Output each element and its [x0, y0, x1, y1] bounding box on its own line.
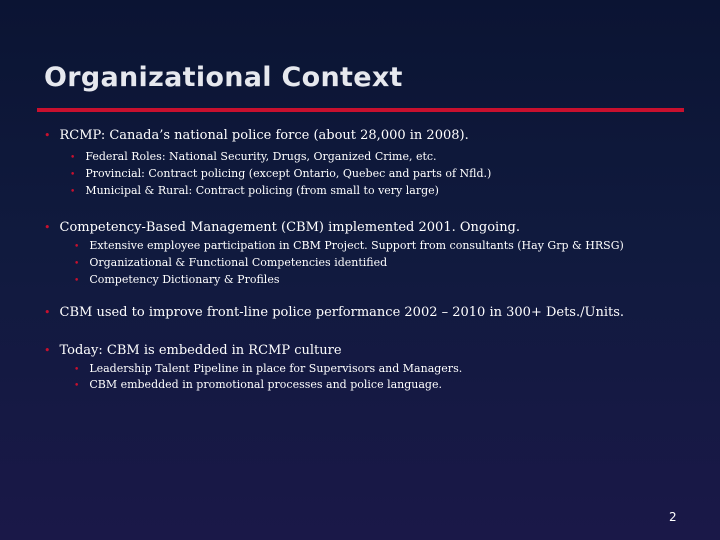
- bullet-4: [44, 343, 342, 358]
- sub-bullet-4-2-text: CBM embedded in promotional processes and police language.: [89, 378, 442, 391]
- sub-bullet-2-1-text: Extensive employee participation in CBM Project. Support from consultants (Hay Grp & HRSG): [89, 239, 624, 252]
- sub-bullet-dot-icon: •: [74, 276, 80, 286]
- slide-title: Organizational Context: [44, 62, 403, 93]
- sub-bullet-dot-icon: •: [70, 170, 76, 180]
- bullet-1: [44, 128, 469, 143]
- sub-bullet-1-1-text: Federal Roles: National Security, Drugs, Organized Crime, etc.: [85, 150, 437, 163]
- sub-bullet-4-1-text: Leadership Talent Pipeline in place for Supervisors and Managers.: [89, 362, 463, 375]
- sub-bullet-dot-icon: •: [70, 153, 76, 163]
- sub-bullet-2-3: [74, 273, 279, 286]
- sub-bullet-2-3-text: Competency Dictionary & Profiles: [89, 273, 280, 286]
- bullet-3-text: CBM used to improve front-line police performance 2002 – 2010 in 300+ Dets./Units.: [59, 305, 625, 320]
- sub-bullet-dot-icon: •: [74, 242, 80, 252]
- bullet-2: [44, 220, 520, 235]
- bullet-dot-icon: •: [44, 221, 51, 234]
- sub-bullet-dot-icon: •: [74, 259, 80, 269]
- sub-bullet-1-3: [70, 184, 439, 197]
- sub-bullet-4-2: [74, 378, 442, 391]
- sub-bullet-dot-icon: •: [74, 381, 80, 391]
- page-number: 2: [669, 510, 677, 524]
- bullet-dot-icon: •: [44, 344, 51, 357]
- sub-bullet-dot-icon: •: [70, 187, 76, 197]
- title-underline: [37, 108, 684, 112]
- bullet-2-text: Competency-Based Management (CBM) implemented 2001. Ongoing.: [59, 220, 521, 235]
- sub-bullet-2-2-text: Organizational & Functional Competencies identified: [89, 256, 388, 269]
- bullet-4-text: Today: CBM is embedded in RCMP culture: [59, 343, 342, 358]
- bullet-dot-icon: •: [44, 306, 51, 319]
- sub-bullet-1-3-text: Municipal & Rural: Contract policing (from small to very large): [85, 184, 439, 197]
- sub-bullet-2-2: [74, 256, 387, 269]
- sub-bullet-1-2-text: Provincial: Contract policing (except Ontario, Quebec and parts of Nfld.): [85, 167, 492, 180]
- sub-bullet-1-1: [70, 150, 437, 163]
- sub-bullet-1-2: [70, 167, 491, 180]
- sub-bullet-dot-icon: •: [74, 365, 80, 375]
- bullet-dot-icon: •: [44, 129, 51, 142]
- bullet-1-text: RCMP: Canada’s national police force (about 28,000 in 2008).: [59, 128, 469, 143]
- sub-bullet-2-1: [74, 239, 624, 252]
- bullet-3: [44, 305, 624, 320]
- sub-bullet-4-1: [74, 362, 462, 375]
